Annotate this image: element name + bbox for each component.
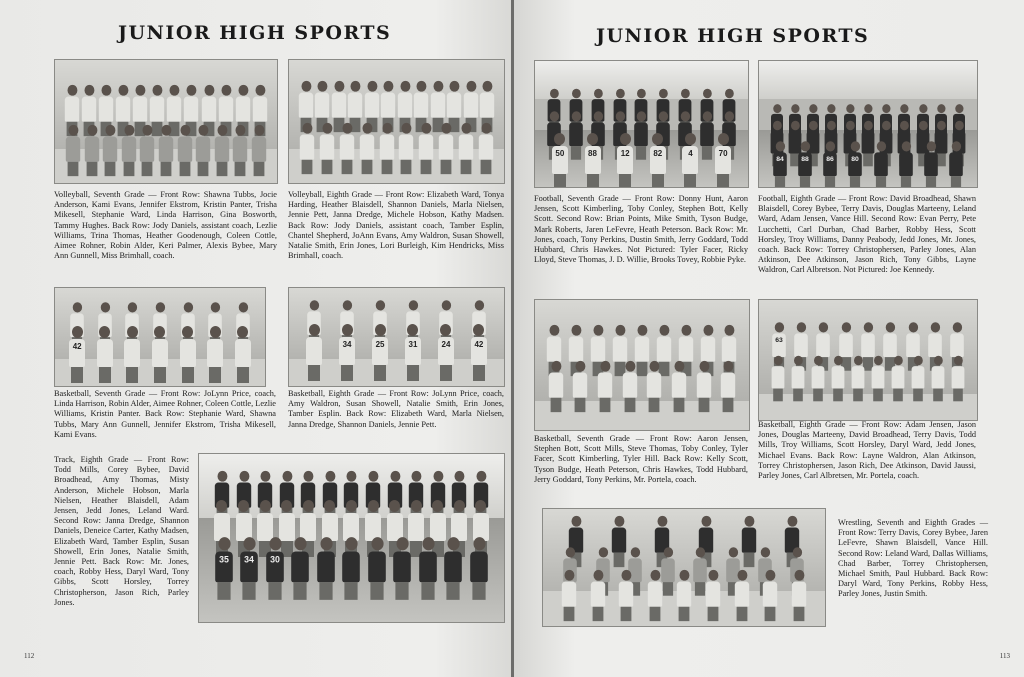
team-member-figure: [140, 125, 154, 176]
team-member-figure: [715, 133, 731, 188]
team-member-figure: [811, 356, 824, 402]
team-member-figure: [103, 125, 117, 176]
team-member-figure: [235, 326, 251, 383]
team-member-figure: [677, 570, 691, 621]
team-member-figure: [214, 125, 228, 176]
team-member-figure: [912, 356, 925, 402]
team-member-figure: [419, 537, 437, 600]
team-member-figure: [252, 125, 266, 176]
team-member-figure: [792, 570, 806, 621]
wrestling-caption: Wrestling, Seventh and Eighth Grades — Front Row: Terry Davis, Corey Bybee, Jaren LeFevre, Shawn Blaisdell, Vance Hill. Second Row: Leland Ward, Dallas Williams, Chad Barber, Torrey Christophersen, Michael Smith, Paul Hubbard. Back Row: Daryl Ward, Tony Perkins, Robby Hess, Parley Jones, Justin Smith.: [838, 518, 988, 599]
girls-basketball-seventh-grade-caption: Basketball, Seventh Grade — Front Row: JoLynn Price, coach, Linda Harrison, Robin Alder, Aimee Rohner, Coleen Cottle, Lezlie Williams, Kristin Panter. Back Row: Stephanie Ward, Shawna Tubbs, Mary Ann Gunnell, Jennifer Ekstrom, Trisha Mikesell, Kami Evans.: [54, 389, 276, 439]
football-seventh-grade-photo: [534, 60, 749, 188]
jersey-number: 50: [552, 146, 568, 174]
football-eighth-grade-caption: Football, Eighth Grade — Front Row: David Broadhead, Shawn Blaisdell, Corey Bybee, Terry Davis, Douglas Marteeny, Leland Ward, Adam Jensen, Vance Hill. Second Row: Evan Perry, Pete Lucchetti, Carl Durban, Chad Barber, Robby Hess, Scott Horsley, Troy Williams, Danny Peabody, Jedd Jones, Mr. Jones, coach. Back Row: Torrey Christophersen, Parley Jones, Alan Atkinson, Dee Atkinson, Jason Rich, Tony Gibbs, Layne Waldron, Carl Albretson. Not Pictured: Joe Kennedy.: [758, 194, 976, 275]
team-member-figure: [439, 123, 453, 174]
team-member-figure: [85, 125, 99, 176]
track-eighth-grade-photo: [198, 453, 505, 623]
team-member-figure: [619, 570, 633, 621]
team-member-figure: [478, 123, 492, 174]
jersey-number: 4: [682, 146, 698, 174]
girls-basketball-eighth-grade-caption: Basketball, Eighth Grade — Front Row: JoLynn Price, coach, Amy Waldron, Susan Showell, Natalie Smith, Erin Jones, Tamber Esplin. Back Row: Elizabeth Ward, Marla Nielsen, Janna Dredge, Shannon Daniels, Jennie Pett.: [288, 389, 504, 429]
boys-basketball-seventh-grade-caption: Basketball, Seventh Grade — Front Row: Aaron Jensen, Stephen Bott, Scott Mills, Steve Thomas, Toby Conley, Tyler Facer, Scott Kimberling, Tyler Hill. Back Row: Kelly Scott, Tyson Budge, Heath Peterson, Chris Hawkes, Todd Hubbard, Jerry Goddard, Tony Perkins, Mr. Portela, coach.: [534, 434, 748, 484]
boys-basketball-seventh-grade-photo: [534, 299, 750, 431]
track-eighth-grade-caption: Track, Eighth Grade — Front Row: Todd Mills, Corey Bybee, David Broadhead, Amy Thomas, Misty Anderson, Michele Hobson, Marla Nielsen, Heather Blaisdell, Adam Jensen, Jedd Jones, Leland Ward. Second Row: Janna Dredge, Shannon Daniels, Deneice Carter, Kathy Madsen, Elizabeth Ward, Tamber Esplin, Susan Showell, Erin Jones, Natalie Smith, Jennie Pett. Back Row: Mr. Jones, coach, Robby Hess, Daryl Ward, Tony Gibbs, Scott Horsley, Torrey Christopherson, Jason Rich, Parley Jones.: [54, 455, 189, 607]
jersey-number: 34: [339, 337, 355, 365]
team-member-figure: [852, 356, 865, 402]
team-member-figure: [874, 141, 888, 188]
team-member-figure: [196, 125, 210, 176]
team-member-figure: [159, 125, 173, 176]
team-member-figure: [949, 141, 963, 188]
jersey-number: 25: [372, 337, 388, 365]
team-member-figure: [706, 570, 720, 621]
team-member-figure: [849, 141, 863, 188]
team-member-figure: [771, 356, 784, 402]
team-member-figure: [66, 125, 80, 176]
team-member-figure: [152, 326, 168, 383]
team-member-figure: [561, 570, 575, 621]
right-page-heading: JUNIOR HIGH SPORTS: [596, 25, 870, 47]
team-member-figure: [306, 324, 322, 381]
team-member-figure: [721, 361, 735, 412]
team-member-figure: [215, 537, 233, 600]
jersey-number: 70: [715, 146, 731, 174]
team-member-figure: [339, 324, 355, 381]
jersey-number: 24: [438, 337, 454, 365]
team-member-figure: [831, 356, 844, 402]
team-member-figure: [773, 141, 787, 188]
girls-basketball-seventh-grade-photo: [54, 287, 266, 387]
team-member-figure: [899, 141, 913, 188]
volleyball-seventh-grade-photo: [54, 59, 278, 184]
right-page-number: 113: [999, 652, 1010, 660]
team-member-figure: [696, 361, 710, 412]
jersey-number: 42: [69, 339, 85, 367]
team-member-figure: [573, 361, 587, 412]
team-member-figure: [372, 324, 388, 381]
team-member-figure: [180, 326, 196, 383]
team-member-figure: [734, 570, 748, 621]
team-member-figure: [320, 123, 334, 174]
jersey-number: 30: [266, 551, 284, 582]
jersey-number: 31: [405, 337, 421, 365]
team-member-figure: [763, 570, 777, 621]
jersey-number: 82: [650, 146, 666, 174]
boys-basketball-eighth-grade-photo: [758, 299, 978, 421]
team-member-figure: [368, 537, 386, 600]
boys-basketball-eighth-grade-caption: Basketball, Eighth Grade — Front Row: Adam Jensen, Jason Jones, Douglas Marteeny, David Broadhead, Terry Davis, Todd Mills, Troy Williams, Scott Horsley, Daryl Ward, Jedd Jones, Michael Evans. Back Row: Layne Waldron, Alan Atkinson, Torrey Christophersen, Jason Rich, Dee Atkinson, David Jaussi, Parley Jones, Carl Albretsen, Mr. Portela, coach.: [758, 420, 976, 481]
team-member-figure: [241, 537, 259, 600]
team-member-figure: [317, 537, 335, 600]
left-page-number: 112: [24, 652, 35, 660]
team-member-figure: [552, 133, 568, 188]
left-page: [0, 0, 511, 677]
team-member-figure: [682, 133, 698, 188]
team-member-figure: [791, 356, 804, 402]
team-member-figure: [952, 356, 965, 402]
jersey-number: 42: [471, 337, 487, 365]
team-member-figure: [799, 141, 813, 188]
team-member-figure: [419, 123, 433, 174]
team-member-figure: [340, 123, 354, 174]
team-member-figure: [932, 356, 945, 402]
team-member-figure: [650, 133, 666, 188]
jersey-number: 63: [772, 333, 786, 357]
team-member-figure: [445, 537, 463, 600]
team-member-figure: [292, 537, 310, 600]
jersey-number: 34: [241, 551, 259, 582]
team-member-figure: [924, 141, 938, 188]
team-member-figure: [97, 326, 113, 383]
team-member-figure: [122, 125, 136, 176]
team-member-figure: [647, 361, 661, 412]
team-member-figure: [590, 570, 604, 621]
left-page-heading: JUNIOR HIGH SPORTS: [118, 22, 392, 44]
right-page: [514, 0, 1024, 677]
jersey-number: 84: [773, 152, 787, 176]
jersey-number: 88: [799, 152, 813, 176]
team-member-figure: [233, 125, 247, 176]
team-member-figure: [360, 123, 374, 174]
team-member-figure: [824, 141, 838, 188]
team-member-figure: [405, 324, 421, 381]
jersey-number: 86: [824, 152, 838, 176]
team-member-figure: [549, 361, 563, 412]
team-member-figure: [300, 123, 314, 174]
team-member-figure: [124, 326, 140, 383]
team-member-figure: [648, 570, 662, 621]
team-member-figure: [617, 133, 633, 188]
volleyball-eighth-grade-photo: [288, 59, 505, 184]
team-member-figure: [892, 356, 905, 402]
team-member-figure: [177, 125, 191, 176]
volleyball-seventh-grade-caption: Volleyball, Seventh Grade — Front Row: Shawna Tubbs, Jocie Anderson, Kami Evans, Jennifer Ekstrom, Kristin Panter, Trisha Mikesell, Stephanie Ward, Linda Harrison, Gina Bosworth, Tammy Hughes. Back Row: Jody Daniels, assistant coach, Lezlie Williams, Trina Thomas, Heather Goodenough, Coleen Cottle, Aimee Rohner, Robin Alder, Keri Palmer, Alexis Bybee, Mary Ann Gunnell, Miss Brimhall, coach.: [54, 190, 277, 261]
team-member-figure: [585, 133, 601, 188]
jersey-number: 35: [215, 551, 233, 582]
volleyball-eighth-grade-caption: Volleyball, Eighth Grade — Front Row: Elizabeth Ward, Tonya Harding, Heather Blaisdell, Shannon Daniels, Marla Nielsen, Jennie Pett, Janna Dredge, Michele Hobson, Kathy Madsen. Back Row: Jody Daniels, assistant coach, Tamber Esplin, Chantel Shepherd, JoAnn Evans, Amy Waldron, Susan Showell, Natalie Smith, Erin Jones, Lori Burleigh, Kim Hendricks, Miss Brimhall, coach.: [288, 190, 504, 261]
team-member-figure: [343, 537, 361, 600]
team-member-figure: [672, 361, 686, 412]
jersey-number: 88: [585, 146, 601, 174]
team-member-figure: [470, 537, 488, 600]
team-member-figure: [459, 123, 473, 174]
team-member-figure: [207, 326, 223, 383]
team-member-figure: [622, 361, 636, 412]
team-member-figure: [438, 324, 454, 381]
team-member-figure: [69, 326, 85, 383]
jersey-number: 80: [849, 152, 863, 176]
team-member-figure: [394, 537, 412, 600]
team-member-figure: [399, 123, 413, 174]
wrestling-photo: [542, 508, 826, 627]
girls-basketball-eighth-grade-photo: [288, 287, 505, 387]
football-eighth-grade-photo: [758, 60, 978, 188]
team-member-figure: [471, 324, 487, 381]
team-member-figure: [266, 537, 284, 600]
team-member-figure: [598, 361, 612, 412]
football-seventh-grade-caption: Football, Seventh Grade — Front Row: Donny Hunt, Aaron Jensen, Scott Kimberling, Toby Conley, Stephen Bott, Kelly Scott. Second Row: Brian Points, Mike Smith, Tyson Budge, Mark Roberts, Jaren LeFevre, Heath Peterson. Back Row: Mr. Jones, coach, Tony Perkins, Dustin Smith, Jerry Goddard, Todd Hubbard, Chris Hawkes. Not Pictured: Tyler Facer, Ricky Lloyd, Steve Thomas, J. D. Willie, Brooks Tovey, Robbie Pyke.: [534, 194, 748, 265]
jersey-number: 12: [617, 146, 633, 174]
team-member-figure: [379, 123, 393, 174]
team-member-figure: [872, 356, 885, 402]
